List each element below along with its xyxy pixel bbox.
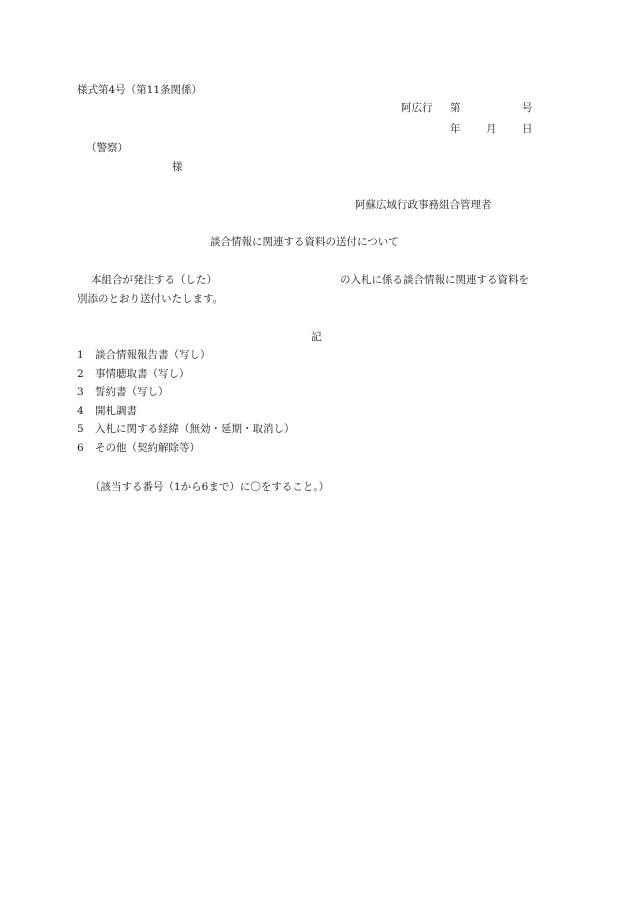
list-item (77, 424, 295, 443)
addressee-organization: （警察） (86, 142, 128, 154)
item-text: 談合情報報告書（写し） (95, 349, 211, 361)
list-item (77, 387, 295, 406)
instruction-note: （該当する番号（1から6まで）に〇をすること。） (90, 481, 330, 493)
list-item (77, 443, 295, 462)
addressee-honorific: 様 (172, 161, 183, 173)
ki-heading: 記 (311, 331, 322, 343)
date-day: 日 (522, 123, 533, 135)
reference-dai: 第 (450, 102, 461, 114)
list-item (77, 350, 295, 369)
list-item (77, 369, 295, 388)
item-number: 2 (77, 367, 84, 380)
body-line-2: 別添のとおり送付いたします。 (77, 293, 224, 305)
body-line-1-part-2: の入札に係る談合情報に関連する資料を (340, 274, 529, 286)
date-month: 月 (486, 123, 497, 135)
form-number: 様式第4号（第11条関係） (77, 84, 203, 96)
sender-name: 阿蘇広域行政事務組合管理者 (355, 199, 492, 211)
date-year: 年 (450, 123, 461, 135)
item-number: 6 (77, 441, 84, 454)
item-text: 誓約書（写し） (95, 386, 169, 399)
body-line-1-part-1: 本組合が発注する（した） (91, 274, 217, 286)
item-text: 開札調書 (95, 404, 137, 417)
document-subject: 談合情報に関連する資料の送付について (210, 236, 399, 248)
attachment-list (77, 350, 295, 462)
item-number: 3 (77, 386, 84, 399)
item-number: 5 (77, 423, 84, 436)
item-number: 4 (77, 404, 84, 417)
list-item (77, 406, 295, 425)
item-text: 事情聴取書（写し） (95, 367, 190, 380)
item-number: 1 (77, 349, 84, 361)
item-text: 入札に関する経緯（無効・延期・取消し） (95, 423, 295, 436)
item-text: その他（契約解除等） (95, 441, 200, 454)
reference-prefix: 阿広行 (401, 102, 433, 114)
reference-go: 号 (522, 102, 533, 114)
